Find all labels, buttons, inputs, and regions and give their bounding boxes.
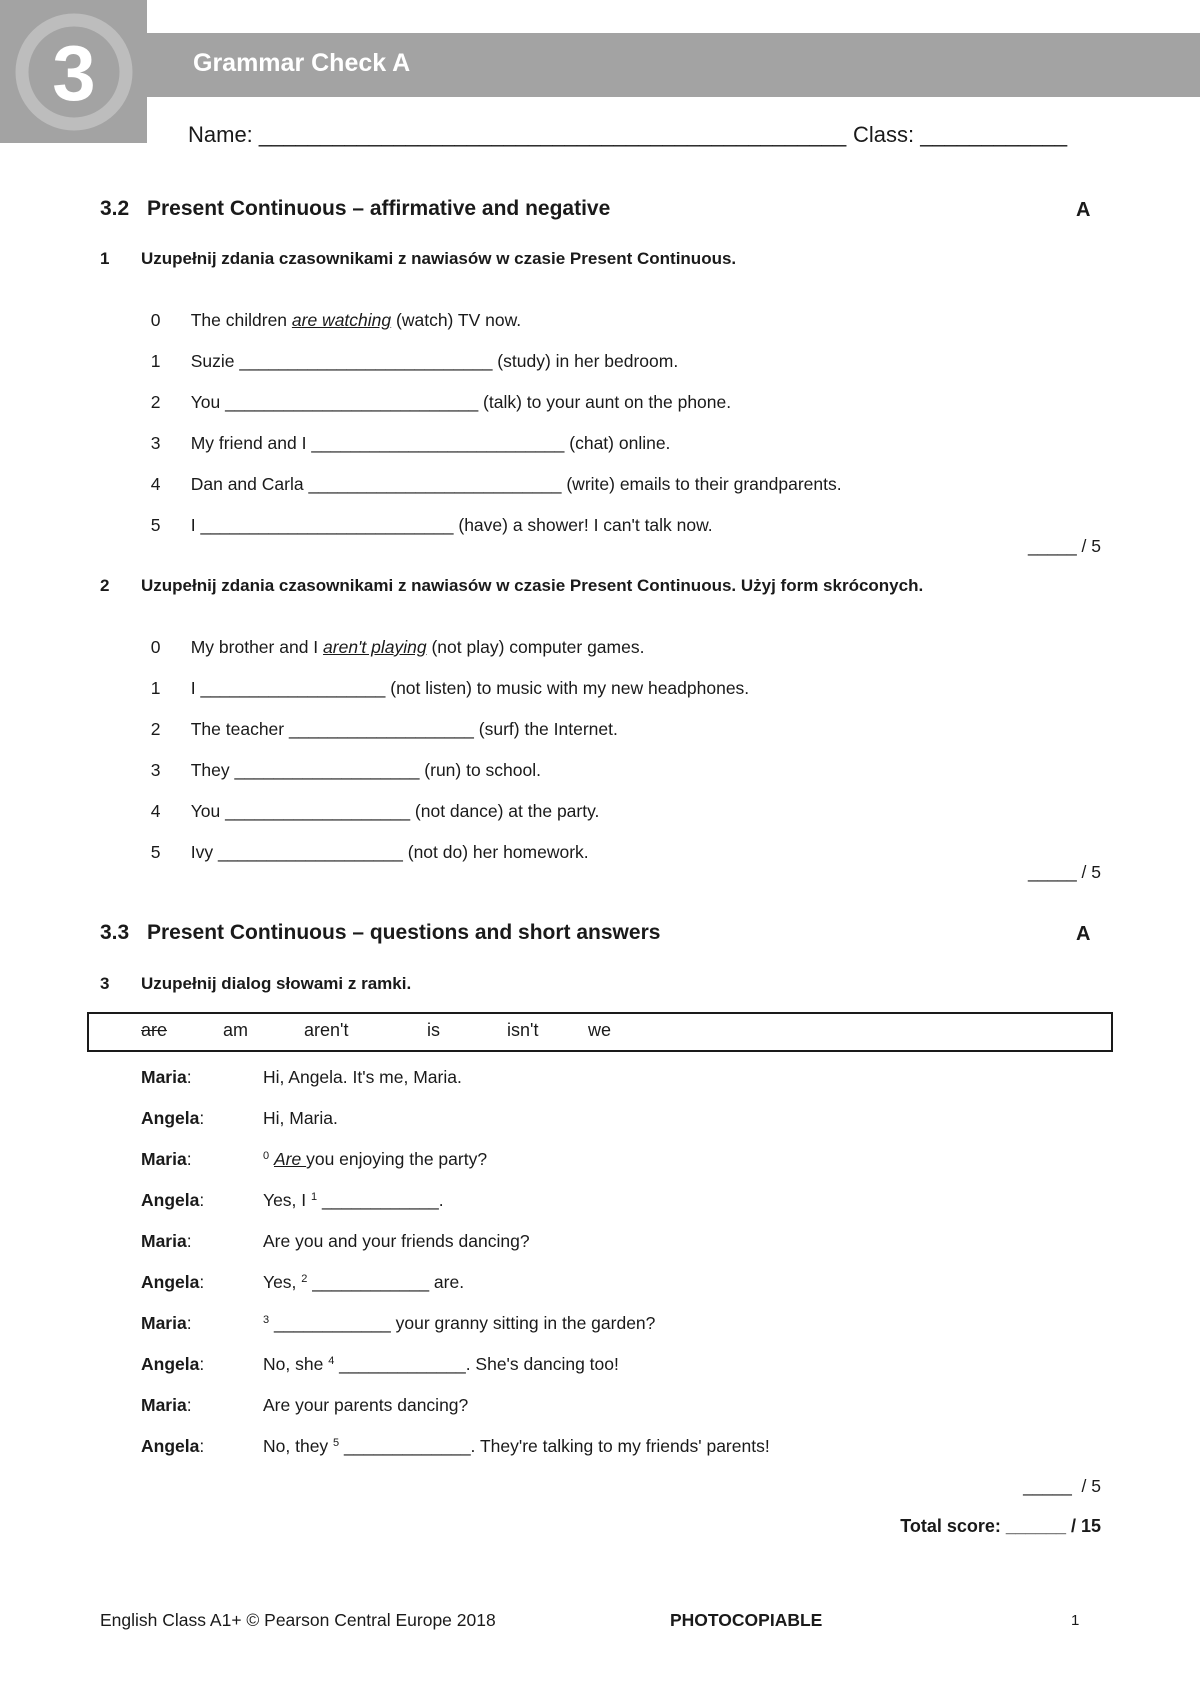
name-field[interactable]: Name: ________________________________________________ — [188, 122, 853, 147]
dialog-line — [263, 1149, 487, 1170]
item-text: The teacher ___________________ (surf) the Internet. — [190, 719, 618, 739]
line-text: Are you and your friends dancing? — [263, 1231, 530, 1251]
dialog-speaker: Angela: — [141, 1272, 205, 1292]
speaker-name: Angela — [141, 1108, 200, 1128]
dialog-line[interactable] — [263, 1354, 619, 1375]
line-text: you enjoying the party? — [306, 1149, 488, 1169]
line-before: Yes, — [263, 1272, 302, 1292]
item-index: 5 — [150, 515, 161, 535]
item-text: You __________________________ (talk) to your aunt on the phone. — [190, 392, 732, 412]
dialog-line — [263, 1067, 462, 1088]
speaker-name: Maria — [141, 1067, 187, 1087]
speaker-name: Maria — [141, 1149, 187, 1169]
line-text: Hi, Angela. It's me, Maria. — [263, 1067, 462, 1087]
line-text: _____________. They're talking to my friends' parents! — [339, 1436, 770, 1456]
section-level: A — [1076, 923, 1091, 945]
dialog-line — [263, 1231, 530, 1252]
dialog-line — [263, 1395, 468, 1416]
exercise-2-item[interactable] — [141, 821, 589, 863]
dialog-speaker: Maria: — [141, 1395, 192, 1415]
line-text: Are your parents dancing? — [263, 1395, 469, 1415]
gap-number: 1 — [311, 1191, 318, 1203]
word-box-item: am — [223, 1020, 249, 1040]
exercise-1-example — [141, 289, 521, 331]
exercise-2-example — [141, 616, 644, 658]
dialog-speaker: Angela: — [141, 1190, 205, 1210]
exercise-2-item[interactable] — [141, 780, 599, 822]
example-before: My brother and I — [190, 637, 324, 657]
section-title-3-3 — [100, 921, 660, 945]
line-text: ____________ are. — [307, 1272, 465, 1292]
item-index: 3 — [150, 760, 161, 780]
page-title: Grammar Check A — [193, 49, 411, 77]
gap-number: 2 — [301, 1273, 308, 1285]
exercise-number: 3 — [100, 974, 110, 993]
dialog-line[interactable] — [263, 1313, 655, 1334]
line-text: Hi, Maria. — [263, 1108, 338, 1128]
dialog-speaker: Angela: — [141, 1108, 205, 1128]
exercise-2-item[interactable] — [141, 698, 618, 740]
item-text: I __________________________ (have) a shower! I can't talk now. — [190, 515, 713, 535]
dialog-speaker: Maria: — [141, 1149, 192, 1169]
dialog-line[interactable] — [263, 1190, 444, 1211]
exercise-2-score[interactable]: _____ / 5 — [1028, 862, 1101, 882]
exercise-1-score[interactable]: _____ / 5 — [1028, 536, 1101, 556]
example-after: (not play) computer games. — [426, 637, 645, 657]
section-number: 3.2 — [100, 197, 130, 220]
gap-number: 5 — [333, 1437, 340, 1449]
dialog-line[interactable] — [263, 1436, 770, 1457]
speaker-name: Maria — [141, 1313, 187, 1333]
item-text: Suzie __________________________ (study) in her bedroom. — [190, 351, 679, 371]
section-title-3-2 — [100, 197, 610, 221]
speaker-name: Angela — [141, 1272, 200, 1292]
exercise-3-score[interactable]: _____ / 5 — [1023, 1476, 1101, 1496]
unit-ring-icon — [0, 0, 147, 143]
example-answer: Are — [274, 1149, 307, 1169]
section-number: 3.3 — [100, 921, 130, 944]
exercise-1-header — [100, 249, 736, 269]
dialog-speaker: Angela: — [141, 1436, 205, 1456]
item-index: 2 — [150, 719, 161, 739]
item-index: 1 — [150, 678, 161, 698]
exercise-1-item[interactable] — [141, 371, 731, 413]
exercise-1-item[interactable] — [141, 494, 713, 536]
exercise-3-header — [100, 974, 411, 994]
line-text: _____________. She's dancing too! — [334, 1354, 619, 1374]
example-answer: aren't playing — [323, 637, 427, 657]
line-before: No, she — [263, 1354, 329, 1374]
exercise-number: 1 — [100, 249, 110, 268]
class-field[interactable]: Class: ____________ — [853, 122, 1068, 147]
speaker-name: Angela — [141, 1354, 200, 1374]
page-number: 1 — [1071, 1612, 1080, 1629]
item-index: 4 — [150, 801, 161, 821]
section-heading: Present Continuous – affirmative and negative — [147, 197, 611, 220]
example-after: (watch) TV now. — [391, 310, 522, 330]
item-text: They ___________________ (run) to school. — [190, 760, 541, 780]
item-index: 5 — [150, 842, 161, 862]
item-index: 2 — [150, 392, 161, 412]
item-index: 0 — [150, 310, 161, 330]
exercise-1-item[interactable] — [141, 412, 670, 454]
gap-number: 4 — [328, 1355, 335, 1367]
section-heading: Present Continuous – questions and short answers — [147, 921, 661, 944]
word-box-item: isn't — [507, 1020, 539, 1040]
dialog-speaker: Maria: — [141, 1231, 192, 1251]
exercise-1-item[interactable] — [141, 330, 678, 372]
line-text: ____________. — [317, 1190, 444, 1210]
item-index: 4 — [150, 474, 161, 494]
word-box-item: aren't — [304, 1020, 349, 1040]
header-bar — [147, 33, 1200, 97]
item-index: 1 — [150, 351, 161, 371]
item-index: 0 — [150, 637, 161, 657]
word-box-item: is — [427, 1020, 440, 1040]
exercise-2-header — [100, 576, 923, 596]
exercise-number: 2 — [100, 576, 110, 595]
item-text: Dan and Carla __________________________ (write) emails to their grandparents. — [190, 474, 842, 494]
word-box — [87, 1012, 1113, 1052]
speaker-name: Maria — [141, 1231, 187, 1251]
unit-number-badge — [0, 0, 147, 143]
item-text: You ___________________ (not dance) at the party. — [190, 801, 600, 821]
exercise-1-item[interactable] — [141, 453, 842, 495]
exercise-2-item[interactable] — [141, 657, 749, 699]
line-text: ____________ your granny sitting in the garden? — [269, 1313, 656, 1333]
dialog-speaker: Maria: — [141, 1067, 192, 1087]
speaker-name: Maria — [141, 1395, 187, 1415]
total-score[interactable]: Total score: ______ / 15 — [900, 1516, 1101, 1536]
footer-photocopiable: PHOTOCOPIABLE — [670, 1610, 823, 1630]
item-text: My friend and I __________________________ (chat) online. — [190, 433, 671, 453]
line-before: Yes, I — [263, 1190, 311, 1210]
section-level: A — [1076, 199, 1091, 221]
unit-number: 3 — [52, 29, 96, 117]
item-index: 3 — [150, 433, 161, 453]
exercise-instruction: Uzupełnij dialog słowami z ramki. — [141, 974, 412, 993]
speaker-name: Angela — [141, 1190, 200, 1210]
dialog-speaker: Maria: — [141, 1313, 192, 1333]
dialog-speaker: Angela: — [141, 1354, 205, 1374]
dialog-line[interactable] — [263, 1272, 464, 1293]
line-before: No, they — [263, 1436, 334, 1456]
gap-number: 3 — [263, 1314, 270, 1326]
dialog-line — [263, 1108, 338, 1129]
exercise-2-item[interactable] — [141, 739, 541, 781]
word-box-item: are — [141, 1020, 168, 1040]
example-answer: are watching — [291, 310, 392, 330]
item-text: Ivy ___________________ (not do) her homework. — [190, 842, 589, 862]
example-before: The children — [190, 310, 292, 330]
item-text: I ___________________ (not listen) to music with my new headphones. — [190, 678, 750, 698]
gap-number: 0 — [263, 1150, 270, 1162]
footer-copyright: English Class A1+ © Pearson Central Europe 2018 — [100, 1610, 496, 1630]
exercise-instruction: Uzupełnij zdania czasownikami z nawiasów w czasie Present Continuous. — [141, 249, 737, 268]
word-box-item: we — [588, 1020, 612, 1040]
exercise-instruction: Uzupełnij zdania czasownikami z nawiasów w czasie Present Continuous. Użyj form skróconych. — [141, 576, 924, 595]
speaker-name: Angela — [141, 1436, 200, 1456]
